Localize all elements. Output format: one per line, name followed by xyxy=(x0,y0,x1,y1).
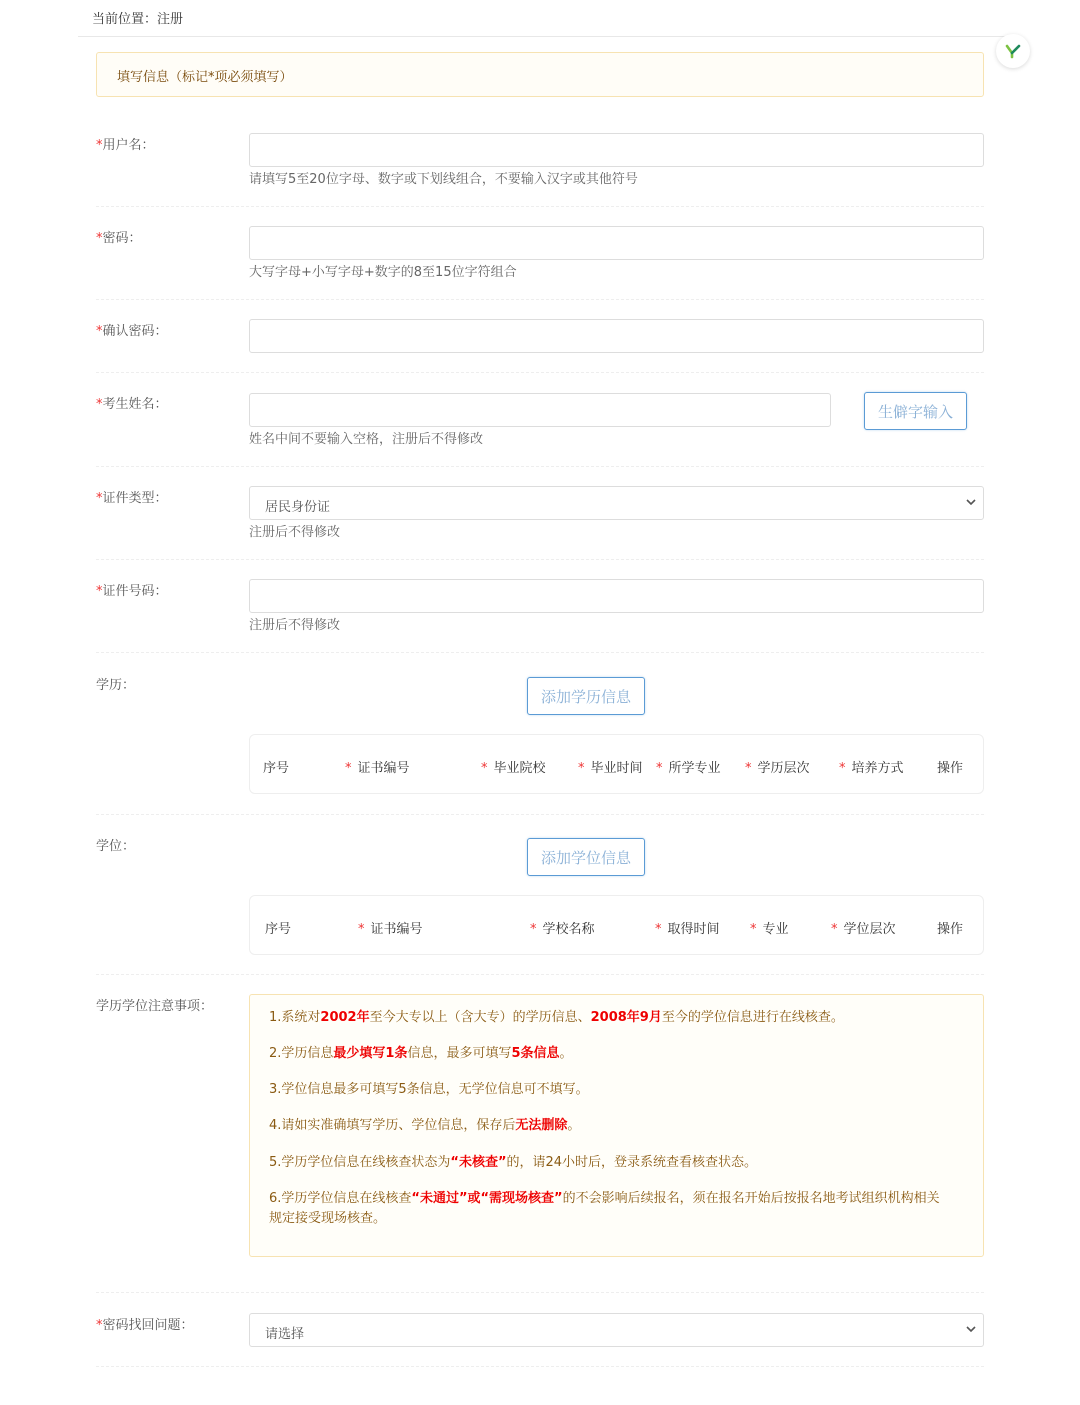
id-number-label-text: 证件号码： xyxy=(102,584,168,599)
form-info-box xyxy=(96,52,984,97)
divider xyxy=(96,372,984,373)
divider xyxy=(96,299,984,300)
degree-header-major-text: 专业 xyxy=(762,922,789,937)
required-star: * xyxy=(655,922,662,937)
notice-text: 。 xyxy=(559,1046,573,1061)
required-star: * xyxy=(96,584,103,599)
divider xyxy=(96,974,984,975)
id-type-label-text: 证件类型： xyxy=(102,491,168,506)
username-input[interactable] xyxy=(249,133,984,167)
degree-header-actions: 操作 xyxy=(937,922,964,937)
id-number-label xyxy=(96,580,168,599)
degree-header-date-text: 取得时间 xyxy=(667,922,720,937)
divider xyxy=(96,652,984,653)
notice-highlight: 2008年9月 xyxy=(590,1010,662,1025)
required-star: * xyxy=(578,761,585,776)
required-star: * xyxy=(96,491,103,506)
notice-box xyxy=(249,994,984,1257)
notice-highlight: “未通过”或“需现场核查” xyxy=(411,1191,563,1206)
security-question-label-text: 密码找回问题： xyxy=(102,1318,194,1333)
degree-header-index: 序号 xyxy=(265,922,292,937)
education-header-study-mode-text: 培养方式 xyxy=(851,761,904,776)
notice-text: 的不会影响后续报名，须在报名开始后按报名地考试组织机构相关 xyxy=(562,1191,940,1206)
confirm-password-label xyxy=(96,320,168,339)
degree-label: 学位： xyxy=(96,839,136,854)
education-header-study-mode xyxy=(839,757,904,776)
required-star: * xyxy=(481,761,488,776)
notice-text: 6.学历学位信息在线核查 xyxy=(269,1191,412,1206)
divider xyxy=(96,206,984,207)
divider xyxy=(96,814,984,815)
education-header-school xyxy=(481,757,546,776)
degree-table-header xyxy=(249,895,984,955)
id-type-label xyxy=(96,487,168,506)
education-header-graduation-date xyxy=(578,757,643,776)
education-label: 学历： xyxy=(96,678,136,693)
name-hint: 姓名中间不要输入空格，注册后不得修改 xyxy=(249,432,484,447)
education-header-level-text: 学历层次 xyxy=(757,761,810,776)
id-number-hint: 注册后不得修改 xyxy=(249,618,341,633)
password-input[interactable] xyxy=(249,226,984,260)
notice-text: 信息，最多可填写 xyxy=(407,1046,512,1061)
notice-text: 3.学位信息最多可填写5条信息，无学位信息可不填写。 xyxy=(269,1082,589,1097)
degree-header-date xyxy=(655,918,720,937)
security-question-select[interactable] xyxy=(249,1313,984,1347)
degree-header-major xyxy=(750,918,789,937)
required-star: * xyxy=(656,761,663,776)
notice-highlight: 无法删除 xyxy=(515,1118,568,1133)
required-star: * xyxy=(530,922,537,937)
notice-highlight: 最少填写1条 xyxy=(333,1046,408,1061)
divider xyxy=(96,1366,984,1367)
password-label-text: 密码： xyxy=(102,231,142,246)
add-degree-button[interactable]: 添加学位信息 xyxy=(527,838,645,876)
required-star: * xyxy=(750,922,757,937)
required-star: * xyxy=(96,324,103,339)
breadcrumb: 当前位置：注册 xyxy=(92,12,184,27)
required-star: * xyxy=(96,138,103,153)
required-star: * xyxy=(839,761,846,776)
education-header-actions: 操作 xyxy=(937,761,964,776)
logo-icon[interactable] xyxy=(996,34,1030,68)
name-input[interactable] xyxy=(249,393,831,427)
degree-header-level-text: 学位层次 xyxy=(843,922,896,937)
notice-text: 的，请24小时后，登录系统查看核查状态。 xyxy=(506,1155,758,1170)
degree-header-level xyxy=(831,918,896,937)
name-label xyxy=(96,393,168,412)
password-label xyxy=(96,227,142,246)
id-number-input[interactable] xyxy=(249,579,984,613)
notice-highlight: 5条信息 xyxy=(511,1046,560,1061)
education-header-index: 序号 xyxy=(263,761,290,776)
degree-header-school xyxy=(530,918,595,937)
education-header-level xyxy=(745,757,810,776)
required-star: * xyxy=(745,761,752,776)
notice-item-5 xyxy=(269,1153,757,1173)
username-label xyxy=(96,134,155,153)
notice-text: 5.学历学位信息在线核查状态为 xyxy=(269,1155,451,1170)
username-hint: 请填写5至20位字母、数字或下划线组合，不要输入汉字或其他符号 xyxy=(249,172,638,187)
notice-item-4 xyxy=(269,1116,580,1136)
security-question-label xyxy=(96,1314,194,1333)
notice-text: 至今大专以上（含大专）的学历信息、 xyxy=(369,1010,591,1025)
notice-text: 4.请如实准确填写学历、学位信息，保存后 xyxy=(269,1118,516,1133)
notice-text: 1.系统对 xyxy=(269,1010,321,1025)
id-type-select[interactable] xyxy=(249,486,984,520)
education-header-cert-number-text: 证书编号 xyxy=(357,761,410,776)
required-star: * xyxy=(96,231,103,246)
notice-highlight: 2002年 xyxy=(320,1010,370,1025)
education-header-graduation-date-text: 毕业时间 xyxy=(590,761,643,776)
chevron-down-icon xyxy=(965,1323,977,1335)
required-star: * xyxy=(96,397,103,412)
username-label-text: 用户名： xyxy=(102,138,155,153)
divider xyxy=(96,1292,984,1293)
id-type-hint: 注册后不得修改 xyxy=(249,525,341,540)
required-star: * xyxy=(96,1318,103,1333)
education-table-header xyxy=(249,734,984,794)
notice-text: 规定接受现场核查。 xyxy=(269,1211,387,1226)
form-info-text: 填写信息（标记*项必须填写） xyxy=(117,70,293,85)
name-label-text: 考生姓名： xyxy=(102,397,168,412)
degree-header-cert-number xyxy=(358,918,423,937)
confirm-password-label-text: 确认密码： xyxy=(102,324,168,339)
notice-item-1 xyxy=(269,1008,844,1028)
notice-text: 。 xyxy=(567,1118,581,1133)
divider xyxy=(96,466,984,467)
degree-header-school-text: 学校名称 xyxy=(542,922,595,937)
notice-text: 至今的学位信息进行在线核查。 xyxy=(661,1010,844,1025)
notice-label: 学历学位注意事项： xyxy=(96,999,214,1014)
education-header-major-text: 所学专业 xyxy=(668,761,721,776)
education-header-school-text: 毕业院校 xyxy=(493,761,546,776)
education-header-major xyxy=(656,757,721,776)
degree-header-cert-number-text: 证书编号 xyxy=(370,922,423,937)
rare-character-input-button[interactable]: 生僻字输入 xyxy=(864,392,967,430)
breadcrumb-divider xyxy=(78,36,1008,37)
logo-icon-graphic xyxy=(1004,42,1022,60)
security-question-value: 请选择 xyxy=(265,1327,305,1342)
chevron-down-icon xyxy=(965,496,977,508)
required-star: * xyxy=(831,922,838,937)
notice-text: 2.学历信息 xyxy=(269,1046,334,1061)
confirm-password-input[interactable] xyxy=(249,319,984,353)
required-star: * xyxy=(345,761,352,776)
education-header-cert-number xyxy=(345,757,410,776)
add-education-button[interactable]: 添加学历信息 xyxy=(527,677,645,715)
required-star: * xyxy=(358,922,365,937)
notice-item-2 xyxy=(269,1044,573,1064)
divider xyxy=(96,559,984,560)
notice-item-3 xyxy=(269,1080,589,1100)
notice-item-6 xyxy=(269,1189,969,1229)
password-hint: 大写字母+小写字母+数字的8至15位字符组合 xyxy=(249,265,517,280)
notice-highlight: “未核查” xyxy=(450,1155,507,1170)
id-type-value: 居民身份证 xyxy=(265,500,331,515)
